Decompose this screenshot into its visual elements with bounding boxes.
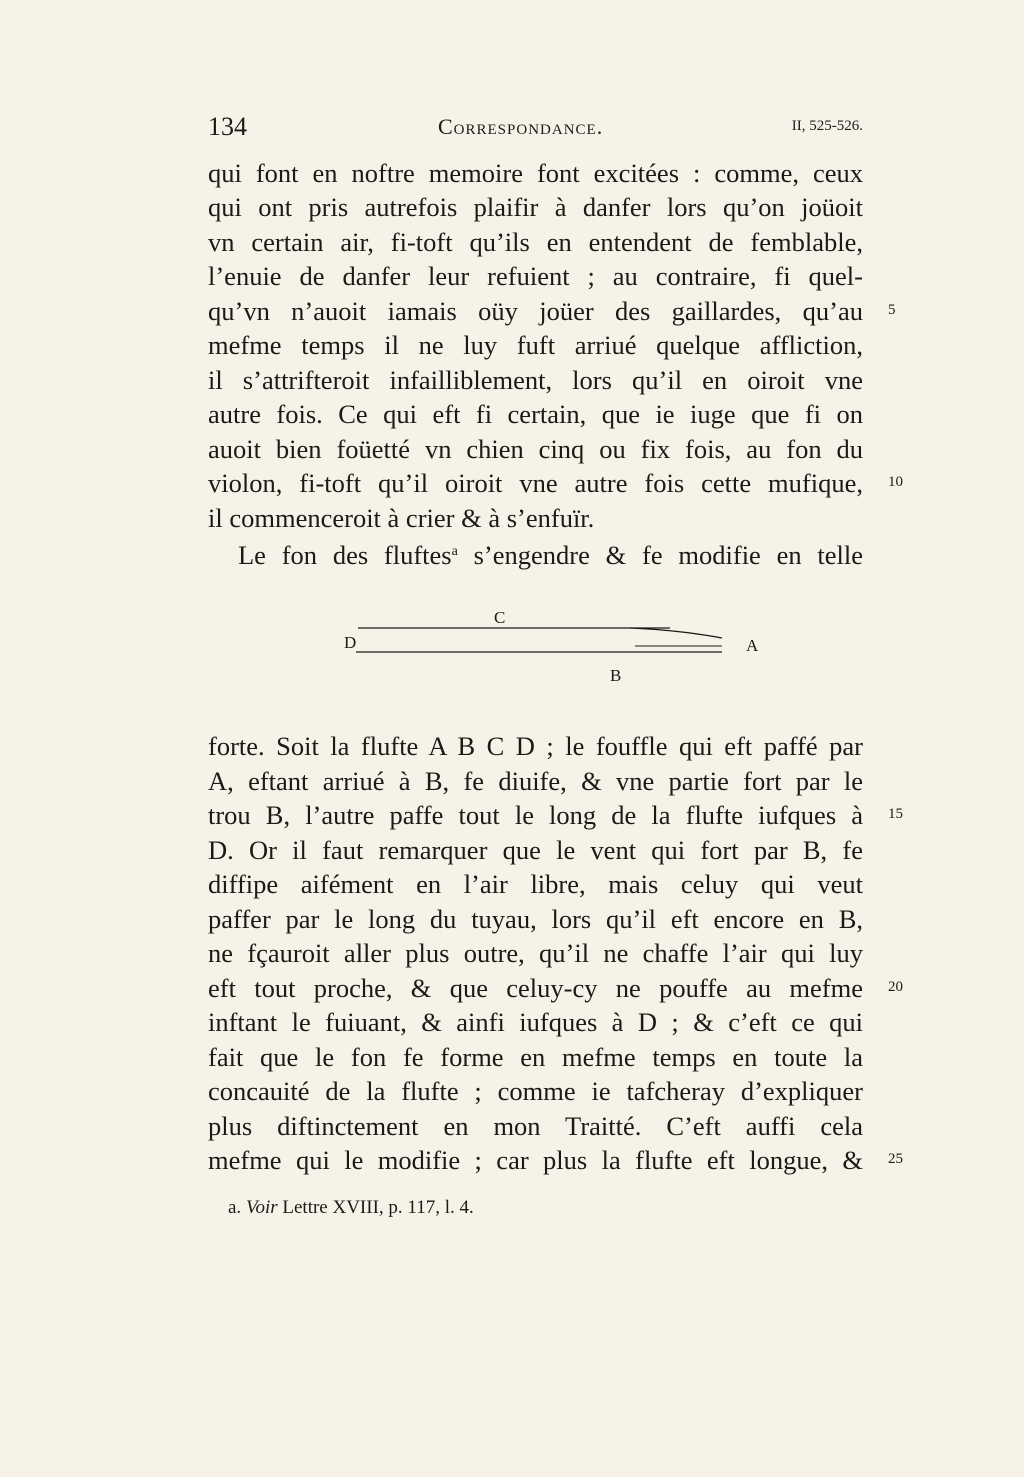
text-line: inftant le fuiuant, & ainfi iufques à D ; & c’eft ce qui (208, 1007, 863, 1037)
figure-label-c: C (494, 608, 506, 627)
running-header (208, 112, 863, 144)
text-line: concauité de la flufte ; comme ie tafcheray d’expliquer (208, 1076, 863, 1106)
text-line: l’enuie de danfer leur refuient ; au contraire, fi quel- (208, 261, 863, 291)
footnote-text: Lettre XVIII, p. 117, l. 4. (277, 1197, 474, 1218)
text-line: diffipe aifément en l’air libre, mais celuy qui veut (208, 869, 863, 899)
line-number: 10 (888, 474, 903, 490)
page-number: 134 (208, 112, 247, 141)
text-line: forte. Soit la flufte A B C D ; le fouffle qui eft paffé par (208, 731, 863, 761)
text-line: plus diftinctement en mon Traitté. C’eft auffi cela (208, 1111, 863, 1141)
line-number: 15 (888, 806, 903, 822)
text-line: qui font en noftre memoire font excitées : comme, ceux (208, 158, 863, 188)
page-reference: II, 525-526. (791, 118, 863, 134)
footnote-marker: a. (228, 1197, 242, 1218)
line-number: 20 (888, 979, 903, 995)
text-segment: s’engendre & fe modifie en telle (457, 540, 863, 570)
text-line: paffer par le long du tuyau, lors qu’il eft encore en B, (208, 904, 863, 934)
text-line: mefme qui le modifie ; car plus la flufte eft longue, & (208, 1145, 863, 1175)
text-line: A, eftant arriué à B, fe diuife, & vne partie fort par le (208, 766, 863, 796)
text-line: fait que le fon fe forme en mefme temps en toute la (208, 1042, 863, 1072)
line-number: 5 (888, 302, 896, 318)
text-line: il s’attrifteroit infailliblement, lors qu’il en oiroit vne (208, 365, 863, 395)
text-line: eft tout proche, & que celuy-cy ne pouffe au mefme (208, 973, 863, 1003)
paragraph-start-line (208, 535, 863, 569)
flute-diagram (330, 600, 790, 695)
footnote-marker: a (451, 544, 458, 559)
text-line: il commenceroit à crier & à s’enfuïr. (208, 503, 595, 533)
line-number: 25 (888, 1151, 903, 1167)
text-line: vn certain air, fi-toft qu’ils en entendent de femblable, (208, 227, 863, 257)
text-line: trou B, l’autre paffe tout le long de la flufte iufques à (208, 800, 863, 830)
text-line: auoit bien foüetté vn chien cinq ou fix fois, au fon du (208, 434, 863, 464)
flute-mouthpiece-curve (630, 628, 722, 638)
text-line: qui ont pris autrefois plaifir à danfer lors qu’on joüoit (208, 192, 863, 222)
figure-label-a: A (746, 636, 759, 655)
text-line: D. Or il faut remarquer que le vent qui fort par B, fe (208, 835, 863, 865)
text-line: autre fois. Ce qui eft fi certain, que ie iuge que fi on (208, 399, 863, 429)
text-segment: Le fon des fluftes (238, 540, 452, 570)
figure-label-b: B (610, 666, 622, 685)
text-line: ne fçauroit aller plus outre, qu’il ne chaffe l’air qui luy (208, 938, 863, 968)
footnote (228, 1197, 474, 1219)
text-line: mefme temps il ne luy fuft arriué quelque affliction, (208, 330, 863, 360)
footnote-italic: Voir (245, 1197, 278, 1218)
flute-drawing (330, 600, 790, 695)
running-title: Correspondance. (438, 114, 604, 139)
text-line: violon, fi-toft qu’il oiroit vne autre fois cette mufique, (208, 468, 863, 498)
text-line: qu’vn n’auoit iamais oüy joüer des gaillardes, qu’au (208, 296, 863, 326)
figure-label-d: D (344, 633, 357, 652)
